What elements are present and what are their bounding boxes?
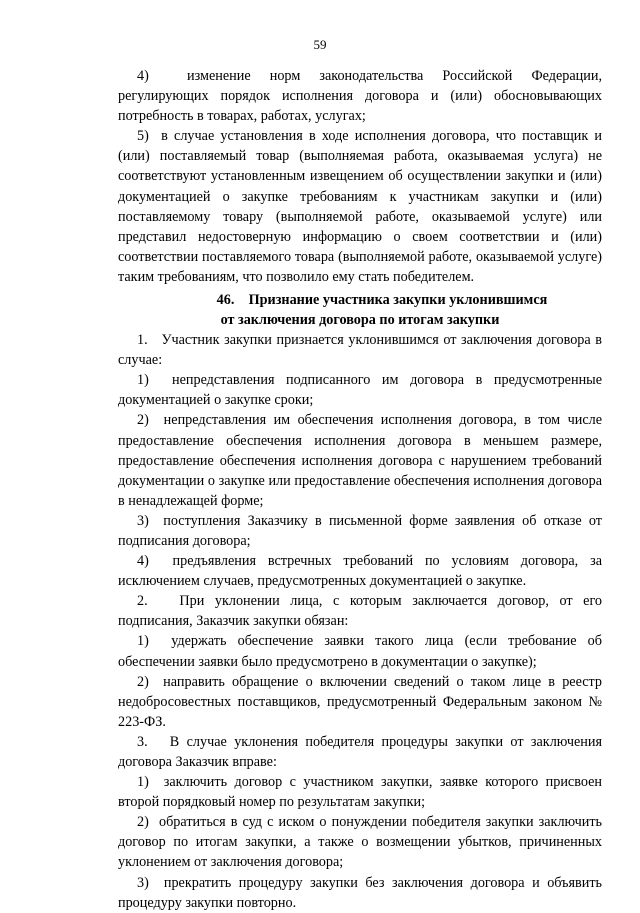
paragraph: 1) заключить договор с участником закупки, заявке которого присвоен второй порядковый номер по результатам закупки; <box>118 774 602 811</box>
paragraph: 1. Участник закупки признается уклонившимся от заключения договора в случае: <box>118 332 602 369</box>
paragraph: 2) непредставления им обеспечения исполнения договора, в том числе предоставление обеспечения исполнения договора в меньшем размере, предоставление обеспечения исполнения договора с нарушением требований документации о закупке или предоставление обеспечения исполнения договора в ненадлежащей форме; <box>118 412 602 509</box>
paragraph: 5) в случае установления в ходе исполнения договора, что поставщик и (или) поставляемый товар (выполняемая работа, оказываемая услуга) не соответствуют установленным извещением об осуществлении закупки и (или) документацией о закупке требованиям к участникам закупки и (или) поставляемому товару (выполняемой работе, оказываемой услуге) или представил недостоверную информацию о своем соответствии и (или) соответствии поставляемого товара (выполняемой работе, оказываемой услуге) таким требованиям, что позволило ему стать победителем. <box>118 128 602 285</box>
paragraph: 1) удержать обеспечение заявки такого лица (если требование об обеспечении заявки было предусмотрено в документации о закупке); <box>118 633 602 670</box>
paragraph: 3. В случае уклонения победителя процедуры закупки от заключения договора Заказчик вправе: <box>118 733 602 770</box>
paragraph: 4) изменение норм законодательства Российской Федерации, регулирующих порядок исполнения договора и (или) обосновывающих потребность в товарах, работах, услугах; <box>118 68 602 125</box>
paragraph: 3) прекратить процедуру закупки без заключения договора и объявить процедуру закупки повторно. <box>118 874 602 911</box>
document-body <box>118 66 602 913</box>
paragraph: 4) предъявления встречных требований по условиям договора, за исключением случаев, предусмотренных документацией о закупке. <box>118 553 602 590</box>
paragraph: 2) направить обращение о включении сведений о таком лице в реестр недобросовестных поставщиков, предусмотренный Федеральным законом № 223-ФЗ. <box>118 673 602 730</box>
section-number: 46. <box>216 292 235 309</box>
paragraph: 1) непредставления подписанного им договора в предусмотренные документацией о закупке сроки; <box>118 372 602 409</box>
page-number: 59 <box>313 37 327 52</box>
paragraph: 2. При уклонении лица, с которым заключается договор, от его подписания, Заказчик закупки обязан: <box>118 593 602 630</box>
paragraph: 2) обратиться в суд с иском о понуждении победителя закупки заключить договор по итогам закупки, а также о возмещении убытков, причиненных уклонением от заключения договора; <box>118 814 602 871</box>
paragraph: 3) поступления Заказчику в письменной форме заявления об отказе от подписания договора; <box>118 512 602 549</box>
section-title-line1: Признание участника закупки уклонившимся <box>248 292 548 309</box>
section-title-line2: от заключения договора по итогам закупки <box>220 311 500 328</box>
section-heading-line1 <box>118 291 602 311</box>
section-heading <box>118 291 602 330</box>
